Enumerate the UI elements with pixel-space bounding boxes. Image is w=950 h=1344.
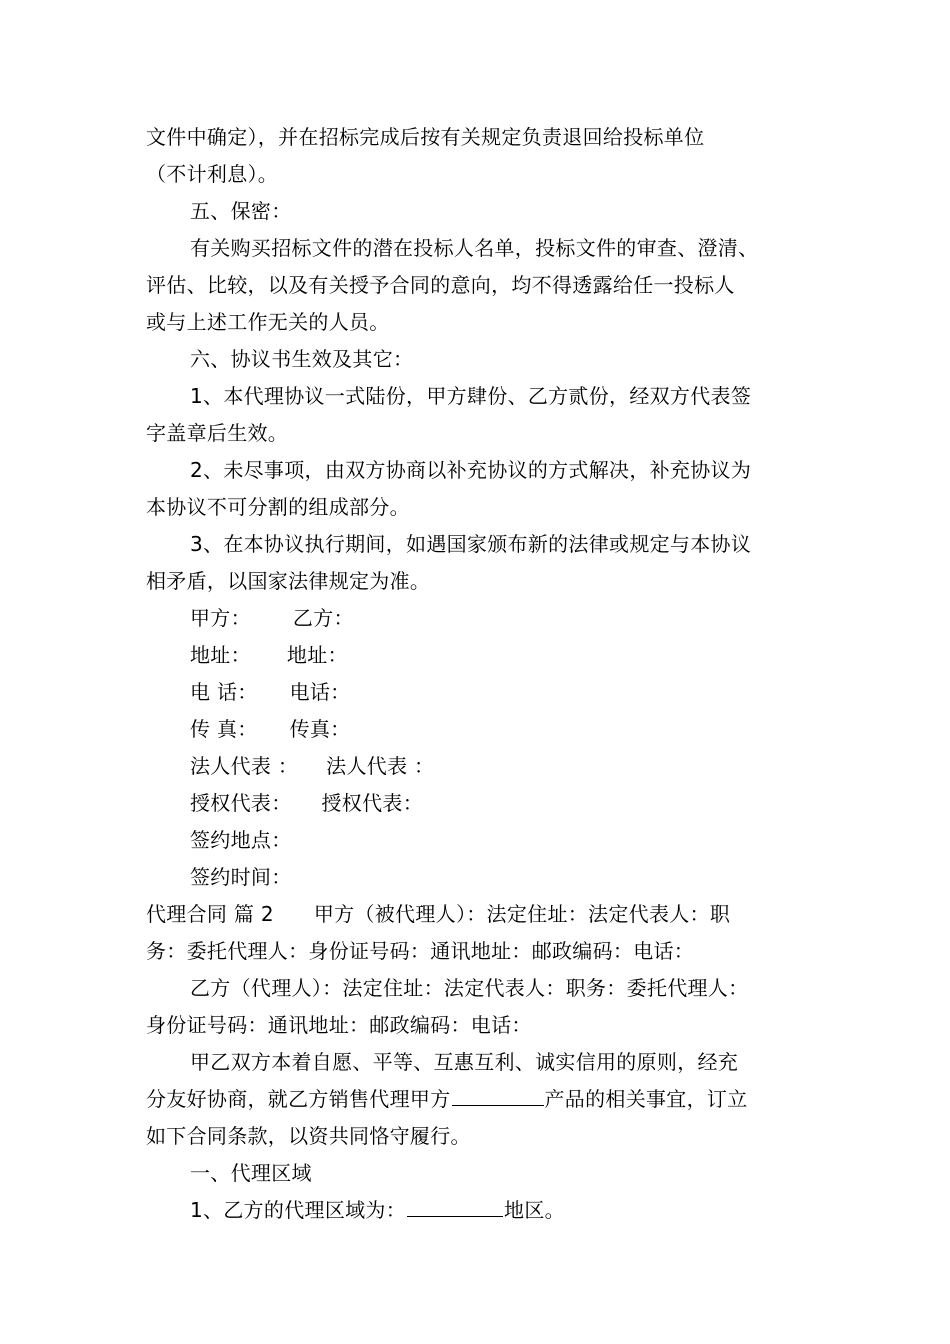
body-text-line: 务：委托代理人：身份证号码：通讯地址：邮政编码：电话： xyxy=(146,939,695,963)
body-text-line: 身份证号码：通讯地址：邮政编码：电话： xyxy=(146,1013,532,1037)
signature-row xyxy=(190,715,350,743)
signature-row xyxy=(190,678,350,706)
body-text-line xyxy=(146,1085,748,1113)
signature-row xyxy=(190,641,348,669)
signature-row xyxy=(190,752,434,780)
auth-rep-label-a: 授权代表： xyxy=(190,791,292,815)
signature-row xyxy=(190,604,354,632)
clause-item: 3、在本协议执行期间，如遇国家颁布新的法律或规定与本协议 xyxy=(190,532,752,556)
fax-label-b: 传真： xyxy=(289,717,351,741)
auth-rep-label-b: 授权代表： xyxy=(321,791,423,815)
clause-item: 1、本代理协议一式陆份，甲方肆份、乙方贰份，经双方代表签 xyxy=(190,384,752,408)
signing-time-label: 签约时间： xyxy=(190,865,292,889)
body-text-line: （不计利息）。 xyxy=(146,162,279,186)
body-text-line: 评估、比较，以及有关授予合同的意向，均不得透露给任一投标人 xyxy=(146,273,735,297)
body-text-line: 本协议不可分割的组成部分。 xyxy=(146,495,410,519)
text-segment: 1、乙方的代理区域为： xyxy=(190,1198,407,1222)
product-blank xyxy=(452,1085,544,1106)
signing-place-label: 签约地点： xyxy=(190,828,292,852)
legal-rep-label-a: 法人代表 ： xyxy=(190,754,299,778)
contract2-first-line xyxy=(146,900,730,928)
phone-label-b: 电话： xyxy=(289,680,351,704)
clause-item xyxy=(190,1196,565,1224)
body-text-line: 有关购买招标文件的潜在投标人名单，投标文件的审查、澄清、 xyxy=(190,236,759,260)
text-segment: 产品的相关事宜，订立 xyxy=(544,1087,748,1111)
party-b-label: 乙方： xyxy=(292,606,354,630)
text-segment: 地区。 xyxy=(504,1198,565,1222)
body-text-line: 字盖章后生效。 xyxy=(146,421,289,445)
clause-item: 2、未尽事项，由双方协商以补充协议的方式解决，补充协议为 xyxy=(190,458,752,482)
party-b-details: 乙方（代理人）：法定住址：法定代表人：职务：委托代理人： xyxy=(190,976,749,1000)
region-blank xyxy=(407,1196,503,1217)
text-segment: 分友好协商，就乙方销售代理甲方 xyxy=(146,1087,451,1111)
phone-label-a: 电 话： xyxy=(190,680,258,704)
body-text-line: 或与上述工作无关的人员。 xyxy=(146,310,390,334)
legal-rep-label-b: 法人代表 ： xyxy=(326,754,435,778)
body-text-line: 如下合同条款，以资共同恪守履行。 xyxy=(146,1124,471,1148)
section-heading-effectiveness: 六、协议书生效及其它： xyxy=(190,347,414,371)
section-heading-region: 一、代理区域 xyxy=(190,1161,312,1185)
body-text-line: 相矛盾，以国家法律规定为准。 xyxy=(146,569,431,593)
contract2-heading: 代理合同 篇 2 xyxy=(146,902,274,926)
signature-row xyxy=(190,789,423,817)
address-label-a: 地址： xyxy=(190,643,251,667)
body-text-line: 文件中确定），并在招标完成后按有关规定负责退回给投标单位 xyxy=(146,125,705,149)
party-a-label: 甲方： xyxy=(190,606,251,630)
body-text-line: 甲乙双方本着自愿、平等、互惠互利、诚实信用的原则，经充 xyxy=(190,1050,739,1074)
party-a-details: 甲方（被代理人）：法定住址：法定代表人：职 xyxy=(313,902,731,926)
section-heading-confidentiality: 五、保密： xyxy=(190,199,292,223)
address-label-b: 地址： xyxy=(286,643,348,667)
fax-label-a: 传 真： xyxy=(190,717,258,741)
